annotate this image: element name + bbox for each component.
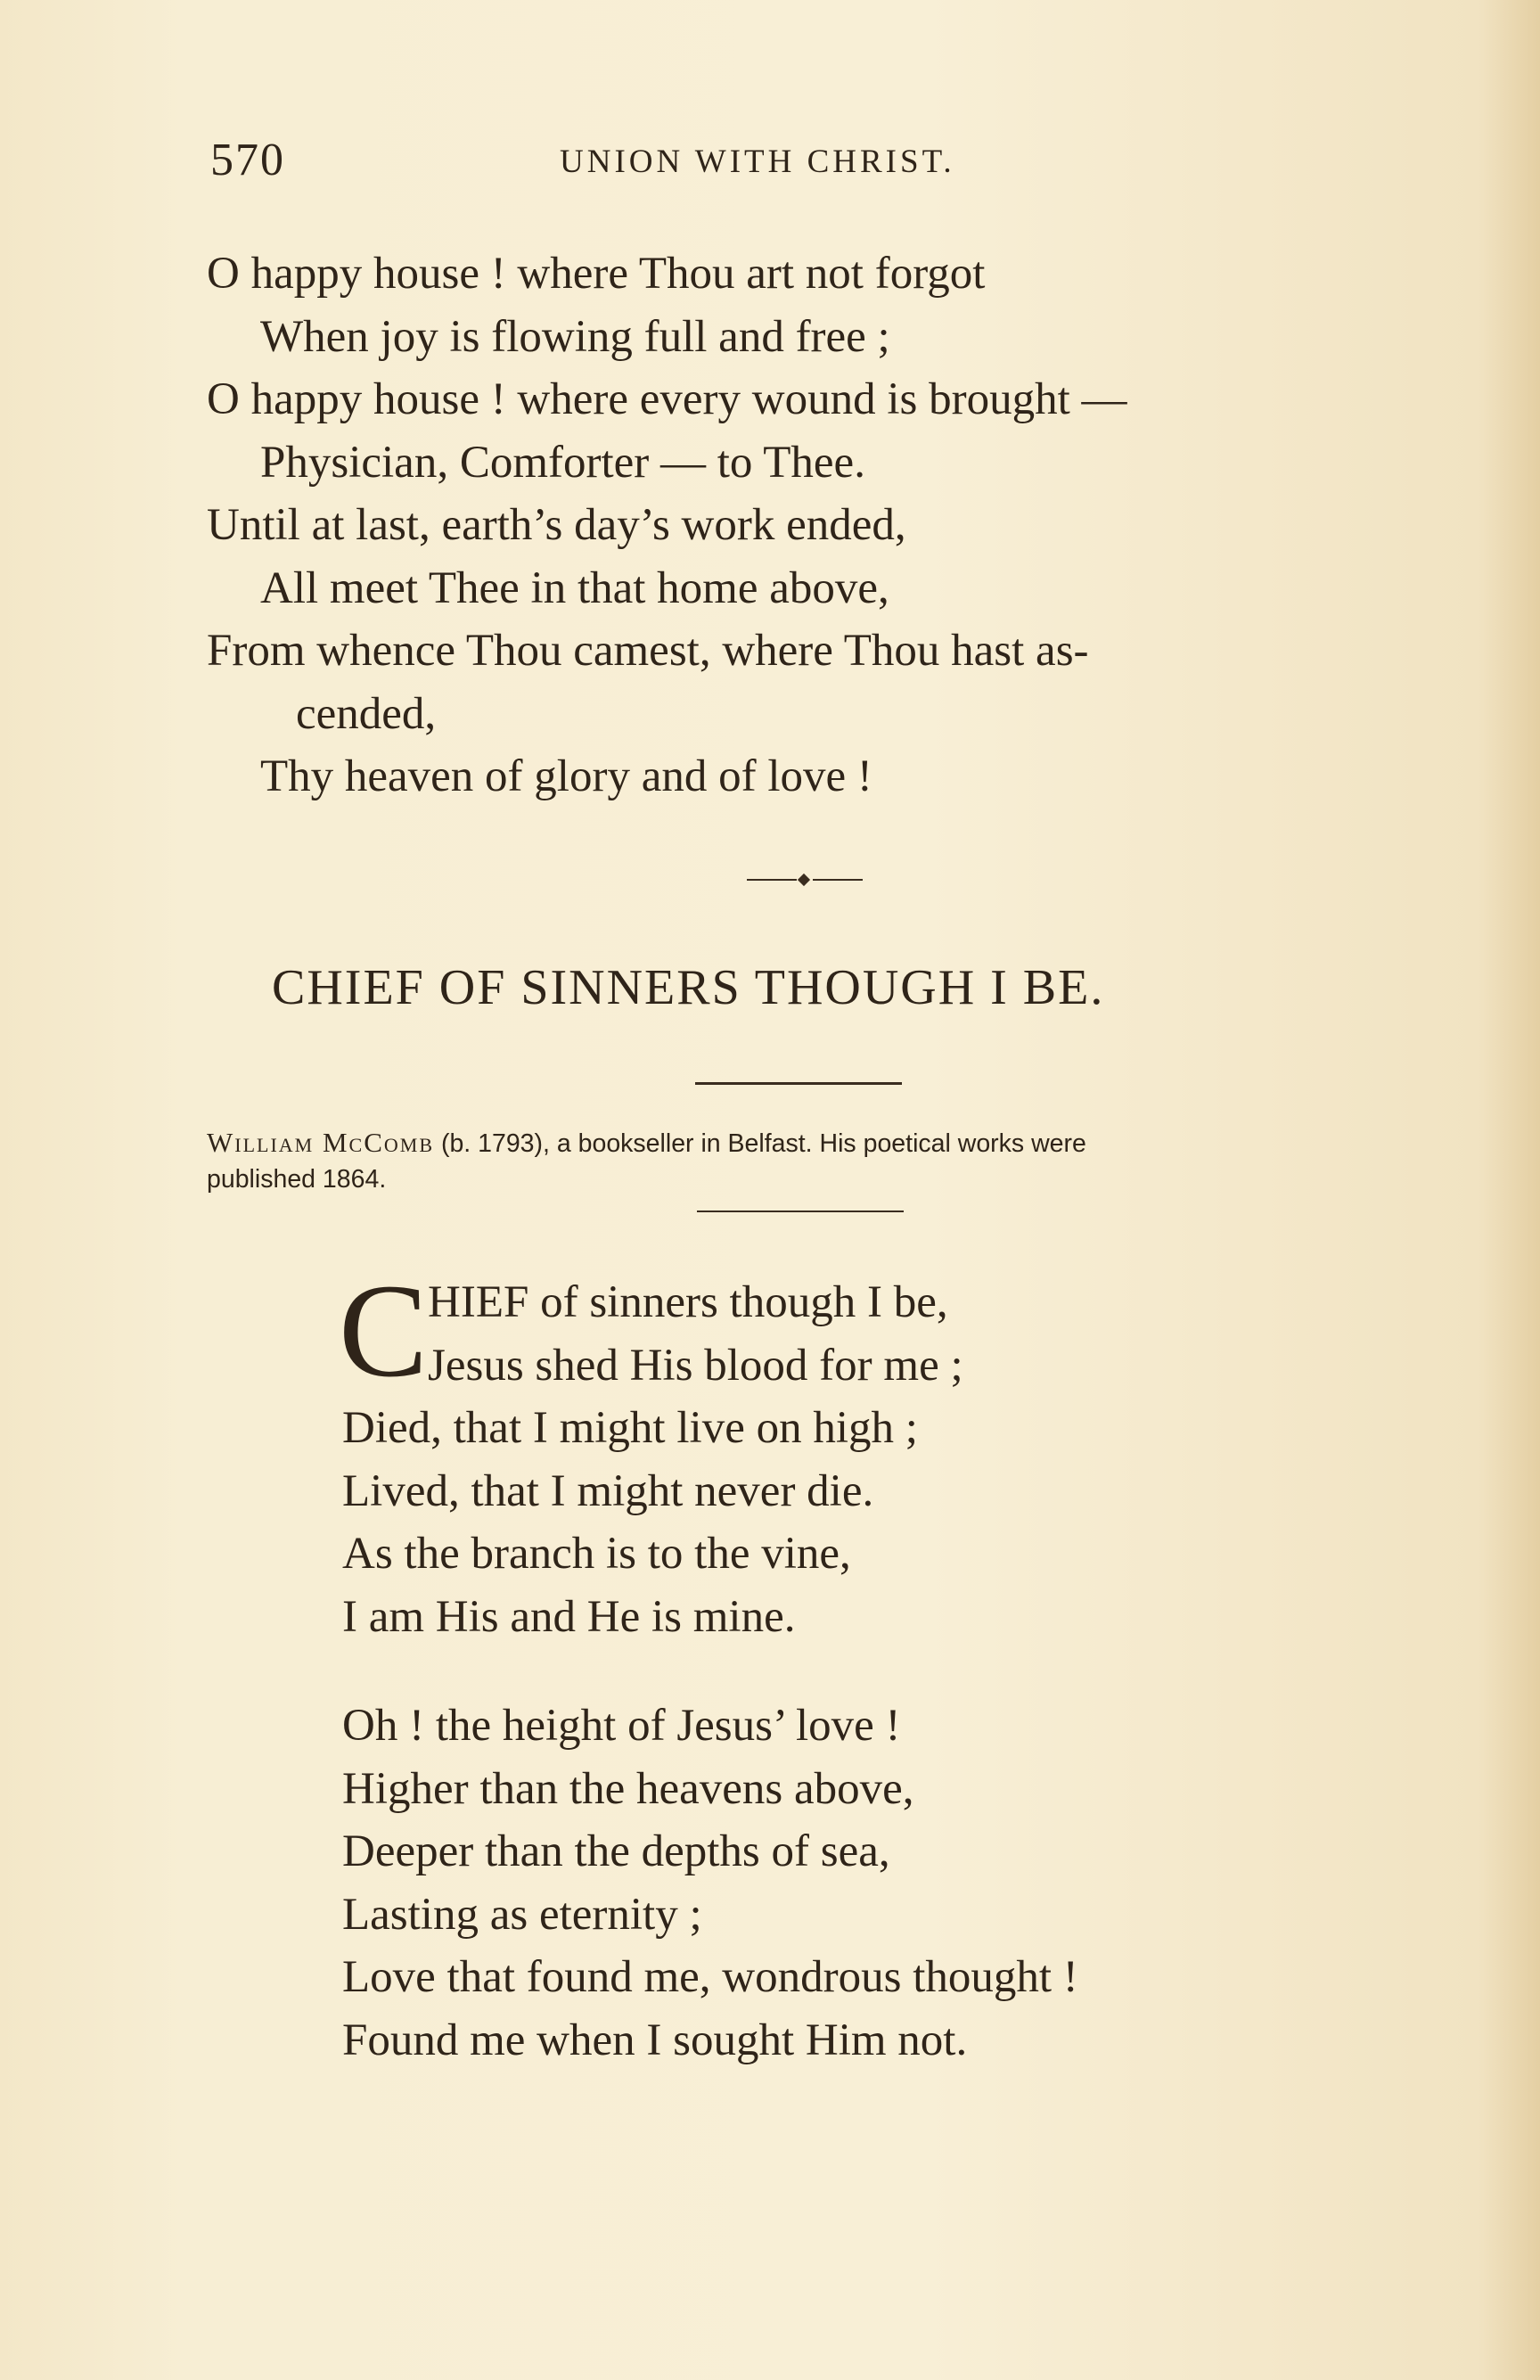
hymn-line: Died, that I might live on high ; xyxy=(342,1403,918,1453)
hymn-line: Love that found me, wondrous thought ! xyxy=(342,1952,1078,2002)
drop-cap: C xyxy=(339,1257,429,1405)
poem-line: From whence Thou camest, where Thou hast as- xyxy=(207,626,1089,676)
poem-line: When joy is flowing full and free ; xyxy=(260,311,890,362)
ornament-diamond xyxy=(798,874,810,886)
attribution-rule xyxy=(697,1211,904,1212)
poem-line: O happy house ! where every wound is brought — xyxy=(207,374,1127,424)
poem-line: O happy house ! where Thou art not forgot xyxy=(207,249,986,299)
title-rule xyxy=(695,1082,902,1085)
poem-continuation xyxy=(207,242,1437,808)
author-name: William McComb xyxy=(207,1127,435,1158)
hymn-line: HIEF of sinners though I be, xyxy=(428,1277,948,1327)
page-number: 570 xyxy=(210,135,285,185)
hymn-line: Deeper than the depths of sea, xyxy=(342,1826,890,1876)
hymn-line: Found me when I sought Him not. xyxy=(342,2015,968,2065)
hymn-line: Lasting as eternity ; xyxy=(342,1889,702,1940)
poem-line: Physician, Comforter — to Thee. xyxy=(260,437,865,488)
ornament-bar-left xyxy=(747,879,797,881)
hymn-line: Oh ! the height of Jesus’ love ! xyxy=(342,1701,901,1751)
hymn-line: As the branch is to the vine, xyxy=(342,1529,851,1579)
stanza-break xyxy=(342,1648,1412,1695)
poem-line: All meet Thee in that home above, xyxy=(260,562,889,613)
hymn-title: CHIEF OF SINNERS THOUGH I BE. xyxy=(272,960,1105,1015)
poem-line: cended, xyxy=(296,688,437,739)
attribution xyxy=(207,1125,1392,1197)
hymn-line: Lived, that I might never die. xyxy=(342,1465,874,1516)
author-details: (b. 1793), a bookseller in Belfast. His poetical works were xyxy=(440,1129,1086,1158)
hymn-line xyxy=(342,1334,1412,1398)
hymn-line-text: Jesus shed His blood for me ; xyxy=(428,1340,963,1391)
hymn-line: I am His and He is mine. xyxy=(342,1591,796,1642)
publication-note: published 1864. xyxy=(207,1165,387,1194)
page-header xyxy=(0,134,1540,187)
section-ornament xyxy=(747,874,863,886)
hymn-text xyxy=(339,1257,1412,2072)
ornament-bar-right xyxy=(813,879,863,881)
poem-line: Until at last, earth’s day’s work ended, xyxy=(207,500,906,550)
running-title: UNION WITH CHRIST. xyxy=(560,144,955,180)
poem-line: Thy heaven of glory and of love ! xyxy=(260,751,872,801)
hymn-line: Higher than the heavens above, xyxy=(342,1763,914,1814)
